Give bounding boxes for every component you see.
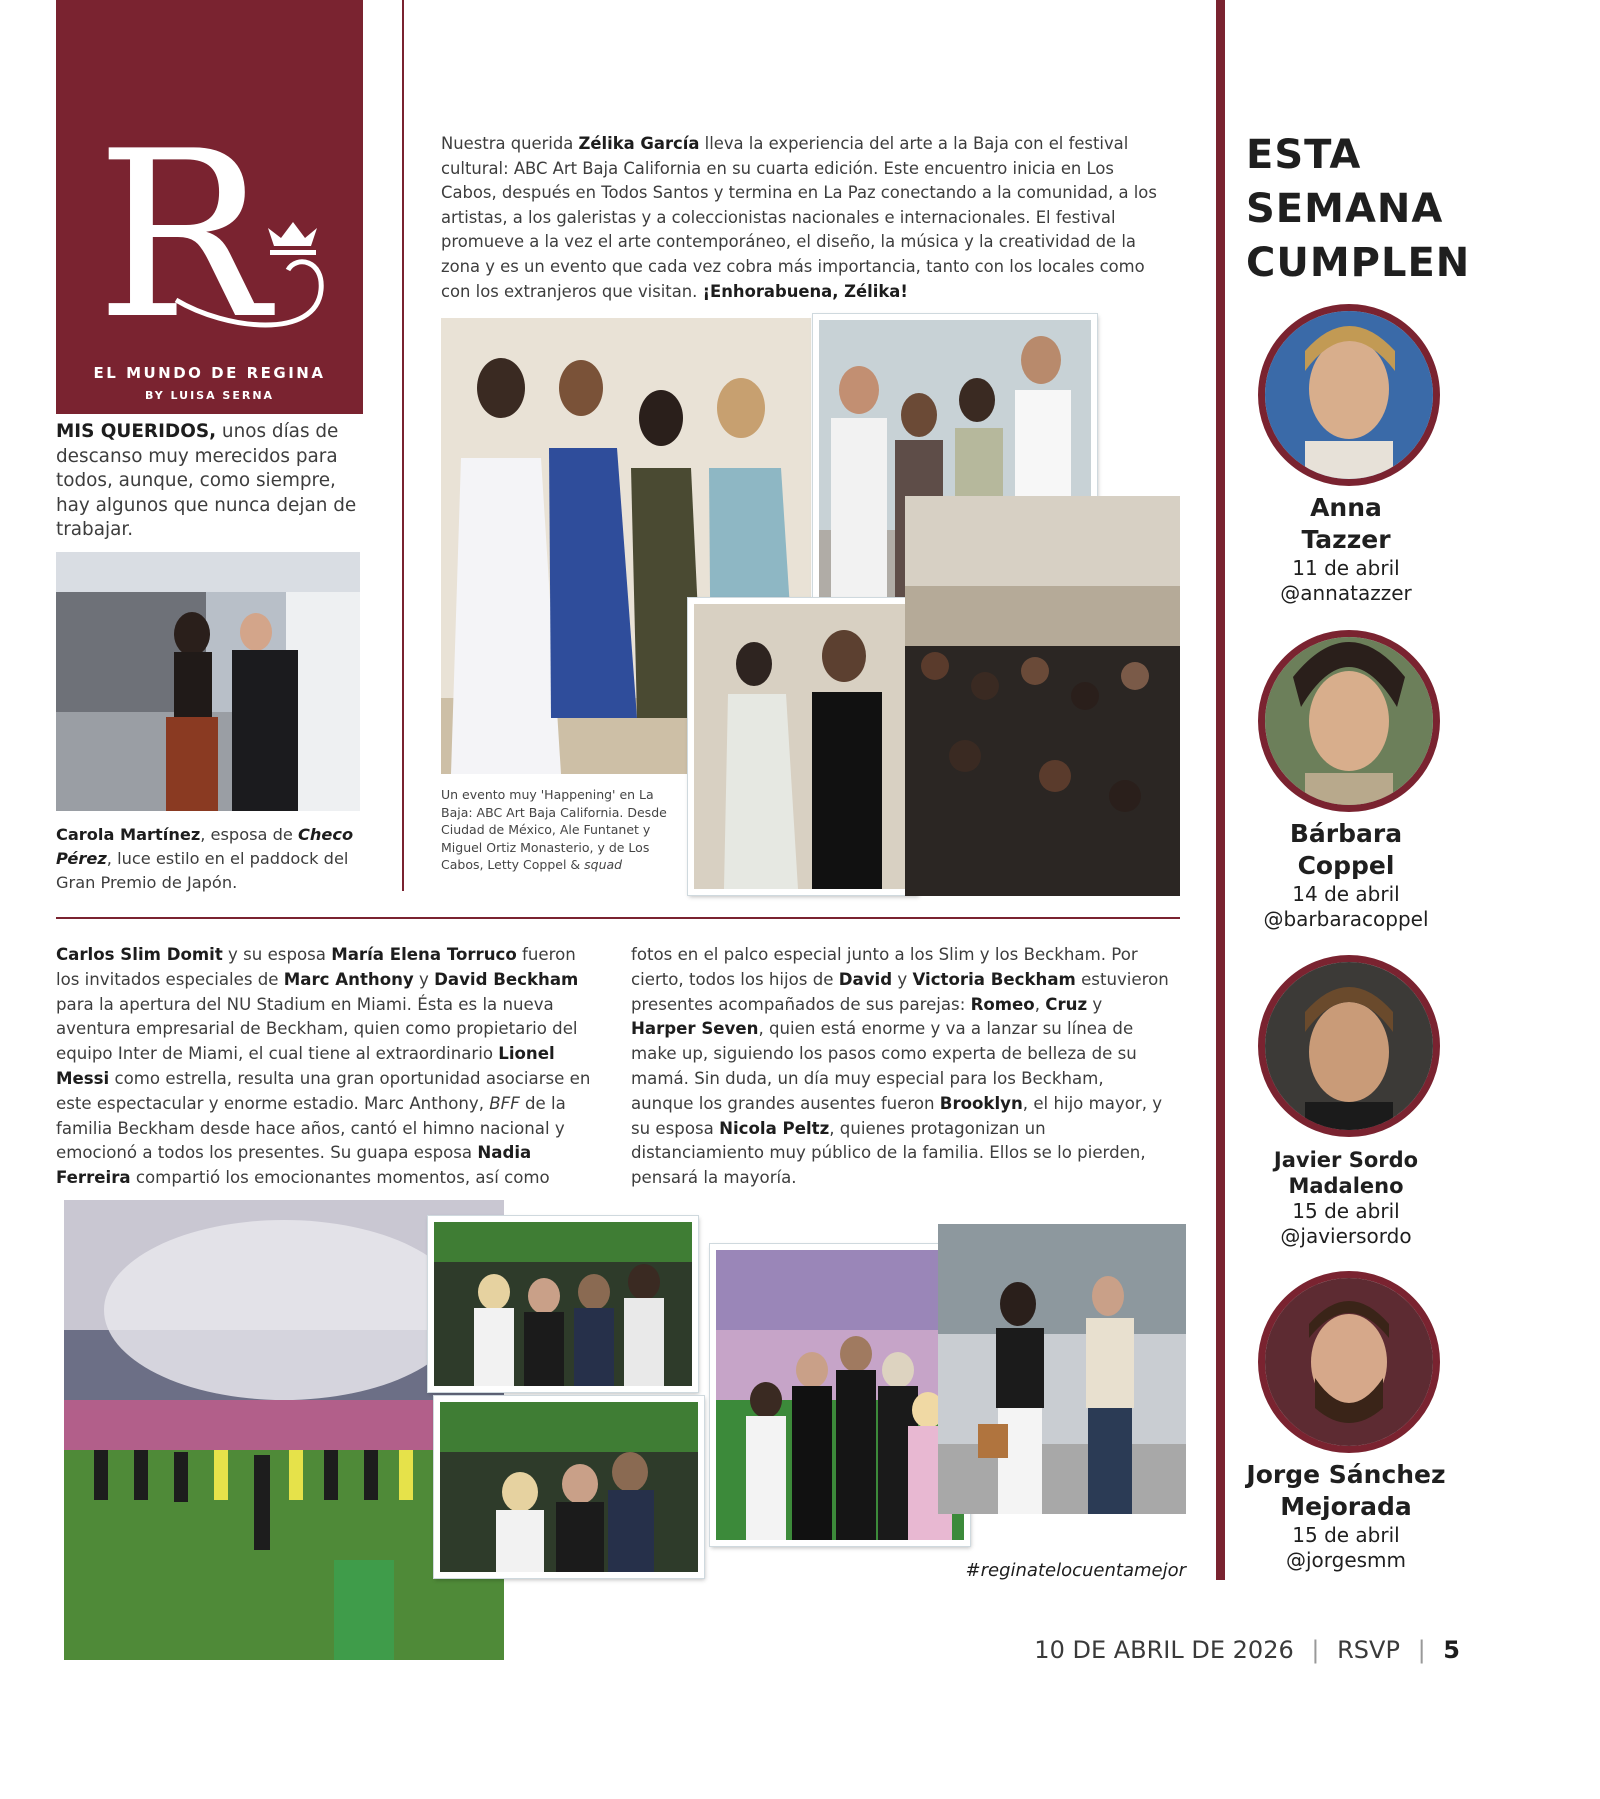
regina-r-logo-icon bbox=[56, 0, 363, 414]
column-divider bbox=[402, 0, 404, 891]
sidebar-divider bbox=[1216, 0, 1225, 1580]
birthday-entry-barbara: Bárbara Coppel 14 de abril @barbaracoppel bbox=[1246, 630, 1446, 932]
page-number: 5 bbox=[1443, 1636, 1460, 1664]
masthead-block bbox=[56, 0, 363, 414]
anna-tazzer-portrait-icon bbox=[1258, 304, 1440, 486]
intro-lead: MIS QUERIDOS, bbox=[56, 421, 217, 442]
zelika-paragraph: Nuestra querida Zélika García lleva la experiencia del arte a la Baja con el festival cultural: ABC Art Baja California en su cuarta edición. Este encuentro inicia en Los Cabos, después en Todos Santos y termina en La Paz conectando a la comunidad, a los artistas, a los galeristas y a coleccionistas nacionales e internacionales. El festival promueve a la vez el arte contemporáneo, el diseño, la música y la creatividad de la zona y es un evento que cada vez cobra más importancia, tanto con los locales como con los extranjeros que visitan. ¡Enhorabuena, Zélika! bbox=[441, 134, 1157, 301]
anthony-ferreira-photo bbox=[938, 1224, 1186, 1514]
section-divider bbox=[56, 917, 1180, 919]
javier-sordo-portrait-icon bbox=[1258, 955, 1440, 1137]
publication-name: RSVP bbox=[1337, 1636, 1400, 1664]
beckham-family-photo bbox=[710, 1244, 970, 1546]
stadium-box-photo-1 bbox=[428, 1216, 698, 1392]
intro-paragraph: MIS QUERIDOS, unos días de descanso muy merecidos para todos, aunque, como siempre, hay algunos que nunca dejan de trabajar. bbox=[56, 421, 357, 541]
birthday-entry-jorge: Jorge Sánchez Mejorada 15 de abril @jorgesmm bbox=[1246, 1271, 1446, 1573]
page-footer: 10 DE ABRIL DE 2026 | RSVP | 5 bbox=[1034, 1636, 1460, 1664]
masthead-title: EL MUNDO DE REGINA bbox=[93, 364, 326, 382]
carola-photo bbox=[56, 552, 360, 811]
hashtag: #reginatelocuentamejor bbox=[965, 1560, 1186, 1581]
birthday-entry-javier: Javier Sordo Madaleno 15 de abril @javiersordo bbox=[1246, 955, 1446, 1249]
carola-caption: Carola Martínez, esposa de Checo Pérez, luce estilo en el paddock del Gran Premio de Japón. bbox=[56, 825, 354, 893]
slim-paragraph-col2: fotos en el palco especial junto a los Slim y los Beckham. Por cierto, todos los hijos de David y Victoria Beckham estuvieron presentes acompañados de sus parejas: Romeo, Cruz y Harper Seven, quien está enorme y va a lanzar su línea de make up, siguiendo los pasos como experta de belleza de su mamá. Sin duda, un día muy especial para los Beckham, aunque los grandes ausentes fueron Brooklyn, el hijo mayor, y su esposa Nicola Peltz, quienes protagonizan un distanciamiento muy público de la familia. Ellos se lo pierden, pensará la mayoría. bbox=[631, 945, 1169, 1188]
issue-date: 10 DE ABRIL DE 2026 bbox=[1034, 1636, 1294, 1664]
jorge-sanchez-portrait-icon bbox=[1258, 1271, 1440, 1453]
barbara-coppel-portrait-icon bbox=[1258, 630, 1440, 812]
abc-duo-photo bbox=[688, 598, 918, 895]
sidebar-heading: ESTA SEMANA CUMPLEN bbox=[1246, 132, 1471, 286]
masthead-letter: R bbox=[96, 103, 270, 370]
stadium-box-photo-2 bbox=[434, 1396, 704, 1578]
abc-caption: Un evento muy 'Happening' en La Baja: ABC Art Baja California. Desde Ciudad de México, Ale Funtanet y Miguel Ortiz Monasterio, y de Los Cabos, Letty Coppel & squad bbox=[441, 787, 667, 872]
slim-paragraph-col1: Carlos Slim Domit y su esposa María Elena Torruco fueron los invitados especiales de Marc Anthony y David Beckham para la apertura del NU Stadium en Miami. Ésta es la nueva aventura empresarial de Beckham, quien como propietario del equipo Inter de Miami, el cual tiene al extraordinario Lionel Messi como estrella, resulta una gran oportunidad asociarse en este espectacular y enorme estadio. Marc Anthony, BFF de la familia Beckham desde hace años, cantó el himno nacional y emocionó a todos los presentes. Su guapa esposa Nadia Ferreira compartió los emocionantes momentos, así como bbox=[56, 945, 591, 1188]
birthday-entry-anna: Anna Tazzer 11 de abril @annatazzer bbox=[1246, 304, 1446, 606]
abc-crowd-photo bbox=[905, 496, 1180, 896]
masthead-byline: BY LUISA SERNA bbox=[144, 389, 275, 402]
